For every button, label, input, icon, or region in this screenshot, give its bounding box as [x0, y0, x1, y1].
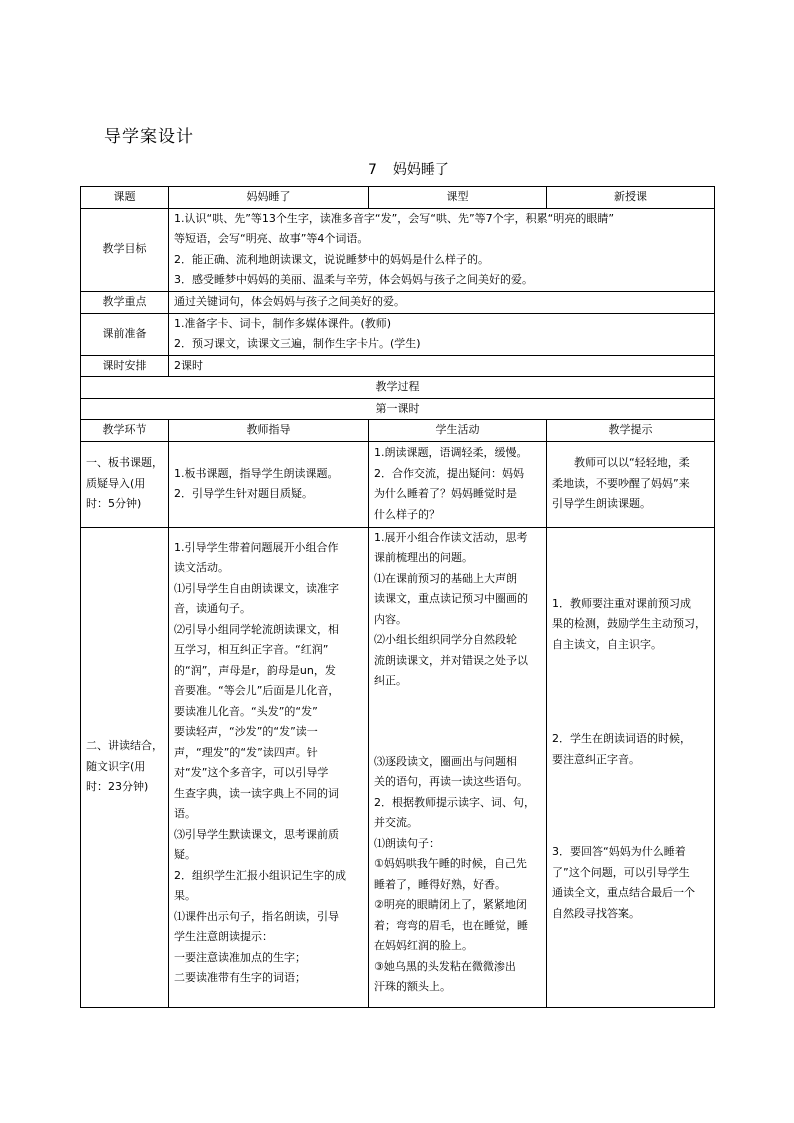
lesson-title — [368, 159, 449, 179]
spacer — [552, 810, 709, 830]
label-key-point: 教学重点 — [81, 291, 169, 313]
teacher-line: 1.板书课题，指导学生朗读课题。 — [174, 466, 339, 480]
teacher-line: 果。 — [174, 889, 196, 902]
document-heading: 导学案设计 — [104, 127, 194, 147]
teacher-line: 互学习，相互纠正字音。“红润” — [174, 643, 329, 656]
column-header-tip: 教学提示 — [547, 420, 715, 442]
lesson-plan-table — [80, 186, 715, 1008]
stage-name-line: 二、讲读结合， — [86, 739, 163, 753]
stage-name-line: 时：23分钟) — [86, 780, 149, 794]
student-line: 纠正。 — [374, 674, 407, 687]
schedule-text: 2课时 — [169, 355, 715, 377]
spacer — [552, 675, 709, 695]
student-line: 汗珠的额头上。 — [374, 980, 451, 993]
objective-line: 3．感受睡梦中妈妈的美丽、温柔与辛劳，体会妈妈与孩子之间美好的爱。 — [174, 273, 533, 286]
teacher-line: 要读轻声，“沙发”的“发”读一 — [174, 725, 318, 738]
student-line: ③她乌黑的头发粘在微微渗出 — [374, 959, 516, 973]
student-line: 2．合作交流，提出疑问：妈妈 — [374, 466, 524, 480]
student-line: ⑵小组长组织同学分自然段轮 — [374, 633, 517, 646]
student-line: 为什么睡着了？妈妈睡觉时是 — [374, 487, 517, 500]
process-title-row — [81, 377, 715, 399]
student-line: ①妈妈哄我午睡的时候，自己先 — [374, 857, 527, 870]
topic-row — [81, 187, 715, 209]
student-line: ⑴朗读句子： — [374, 836, 440, 850]
student-line: ⑴在课前预习的基础上大声朗 — [374, 571, 517, 585]
spacer — [552, 548, 709, 568]
label-preparation: 课前准备 — [81, 313, 169, 355]
teacher-line: 对“发”这个多音字，可以引导学 — [174, 766, 329, 779]
teacher-line: 语。 — [174, 807, 196, 820]
stage-row — [81, 527, 715, 1007]
stage-name-line: 一、板书课题， — [86, 456, 163, 470]
teacher-guidance — [169, 527, 369, 1007]
student-line: 关的语句，再读一读这些语句。 — [374, 775, 528, 788]
tip-line: 1．教师要注重对课前预习成 — [552, 596, 691, 610]
tip-line: 3．要回答“妈妈为什么睡着 — [552, 845, 686, 858]
tip-line: 果的检测，鼓励学生主动预习， — [552, 617, 706, 630]
objective-line: 1.认识“哄、先”等13个生字，读准多音字“发”，会写“哄、先”等7个字，积累“明亮的眼睛” — [174, 211, 615, 225]
teacher-line: ⑴引导学生自由朗读课文，读准字 — [174, 581, 339, 595]
lesson-type-value: 新授课 — [547, 187, 715, 209]
lesson-number: 7 — [368, 162, 377, 178]
objective-line: 2．能正确、流利地朗读课文，说说睡梦中的妈妈是什么样子的。 — [174, 252, 489, 266]
column-header-student: 学生活动 — [369, 420, 547, 442]
stage-name-line: 随文识字(用 — [86, 759, 146, 773]
teacher-line: 学生注意朗读提示： — [174, 930, 273, 943]
stage-name — [81, 527, 169, 1007]
student-line: 读课文，重点读记预习中圈画的 — [374, 592, 528, 605]
teaching-tip — [547, 441, 715, 527]
teacher-line: 要读准儿化音。“头发”的“发” — [174, 704, 318, 718]
tip-line: 通读全文，重点结合最后一个 — [552, 886, 695, 899]
tip-line: 要注意纠正字音。 — [552, 752, 640, 766]
student-line: 1.朗读课题，语调轻柔，缓慢。 — [374, 446, 528, 459]
teacher-line: 一要注意读准加点的生字； — [174, 950, 306, 964]
schedule-row — [81, 355, 715, 377]
objectives-row — [81, 208, 715, 291]
preparation-row — [81, 313, 715, 355]
student-line: 并交流。 — [374, 816, 418, 829]
teacher-line: 读文活动。 — [174, 561, 229, 574]
tip-line: 自然段寻找答案。 — [552, 906, 640, 920]
tip-line: 柔地读，不要吵醒了妈妈”来 — [552, 476, 690, 490]
stage-row — [81, 441, 715, 527]
teacher-line: 音，读通句子。 — [174, 602, 251, 615]
column-header-stage: 教学环节 — [81, 420, 169, 442]
teacher-line: ⑴课件出示句子，指名朗读，引导 — [174, 909, 339, 923]
teacher-line: 的“润”，声母是r，韵母是un，发 — [174, 663, 336, 677]
period-row — [81, 398, 715, 420]
spacer — [552, 830, 709, 842]
spacer — [374, 712, 541, 732]
column-header-row — [81, 420, 715, 442]
objectives-content — [169, 208, 715, 291]
stage-name-line: 质疑导入(用 — [86, 476, 146, 490]
spacer — [552, 770, 709, 790]
spacer — [552, 695, 709, 715]
key-point-text: 通过关键词句，体会妈妈与孩子之间美好的爱。 — [169, 291, 715, 313]
teacher-line: 音要准。“等会儿”后面是儿化音， — [174, 684, 340, 697]
process-title: 教学过程 — [81, 377, 715, 399]
label-schedule: 课时安排 — [81, 355, 169, 377]
spacer — [552, 568, 709, 588]
label-objectives: 教学目标 — [81, 208, 169, 291]
student-line: 课前梳理出的问题。 — [374, 551, 473, 564]
student-line: 1.展开小组合作读文活动，思考 — [374, 530, 528, 544]
teacher-guidance — [169, 441, 369, 527]
tip-line: 2．学生在朗读词语的时候， — [552, 732, 691, 745]
student-line: 睡着了，睡得好熟，好香。 — [374, 877, 506, 891]
tip-line: 引导学生朗读课题。 — [552, 497, 651, 511]
student-activity — [369, 527, 547, 1007]
student-line: 内容。 — [374, 612, 407, 626]
student-line: 2．根据教师提示读字、词、句， — [374, 795, 535, 809]
teacher-line: 2．组织学生汇报小组识记生字的成 — [174, 868, 346, 882]
preparation-line: 2．预习课文，读课文三遍，制作生字卡片。(学生) — [174, 337, 421, 350]
teacher-line: 生查字典，读一读字典上不同的词 — [174, 786, 339, 800]
tip-line: 自主读文，自主识字。 — [552, 637, 662, 651]
student-line: 流朗读课文，并对错误之处予以 — [374, 653, 528, 667]
teacher-line: 二要读准带有生字的词语； — [174, 971, 306, 984]
teacher-line: 1.引导学生带着问题展开小组合作 — [174, 540, 339, 554]
tip-line: 了”这个问题，可以引导学生 — [552, 865, 690, 879]
student-activity — [369, 441, 547, 527]
topic-value: 妈妈睡了 — [169, 187, 369, 209]
spacer — [374, 732, 541, 752]
teacher-line: ⑶引导学生默读课文，思考课前质 — [174, 827, 339, 841]
stage-name — [81, 441, 169, 527]
student-line: 着；弯弯的眉毛，也在睡觉，睡 — [374, 918, 528, 932]
spacer — [552, 790, 709, 810]
teacher-line: ⑵引导小组同学轮流朗读课文，相 — [174, 622, 339, 636]
spacer — [552, 655, 709, 675]
label-topic: 课题 — [81, 187, 169, 209]
teacher-line: 疑。 — [174, 848, 196, 861]
column-header-teacher: 教师指导 — [169, 420, 369, 442]
preparation-content — [169, 313, 715, 355]
spacer — [552, 715, 709, 729]
stage-name-line: 时：5分钟) — [86, 497, 142, 511]
student-line: ②明亮的眼睛闭上了，紧紧地闭 — [374, 898, 527, 911]
tip-line: 教师可以以“轻轻地，柔 — [574, 456, 690, 470]
period-title: 第一课时 — [81, 398, 715, 420]
teacher-line: 声，“理发”的“发”读四声。针 — [174, 745, 318, 759]
lesson-title-text: 妈妈睡了 — [392, 162, 449, 178]
key-point-row — [81, 291, 715, 313]
spacer — [552, 528, 709, 548]
student-line: 什么样子的？ — [374, 507, 440, 521]
spacer — [374, 692, 541, 712]
label-lesson-type: 课型 — [369, 187, 547, 209]
objective-line: 等短语，会写“明亮、故事”等4个词语。 — [174, 232, 369, 245]
student-line: 在妈妈红润的脸上。 — [374, 939, 473, 952]
preparation-line: 1.准备字卡、词卡，制作多媒体课件。(教师) — [174, 316, 392, 330]
teacher-line: 2．引导学生针对题目质疑。 — [174, 487, 313, 500]
student-line: ⑶逐段读文，圈画出与问题相 — [374, 754, 517, 768]
teaching-tip — [547, 527, 715, 1007]
